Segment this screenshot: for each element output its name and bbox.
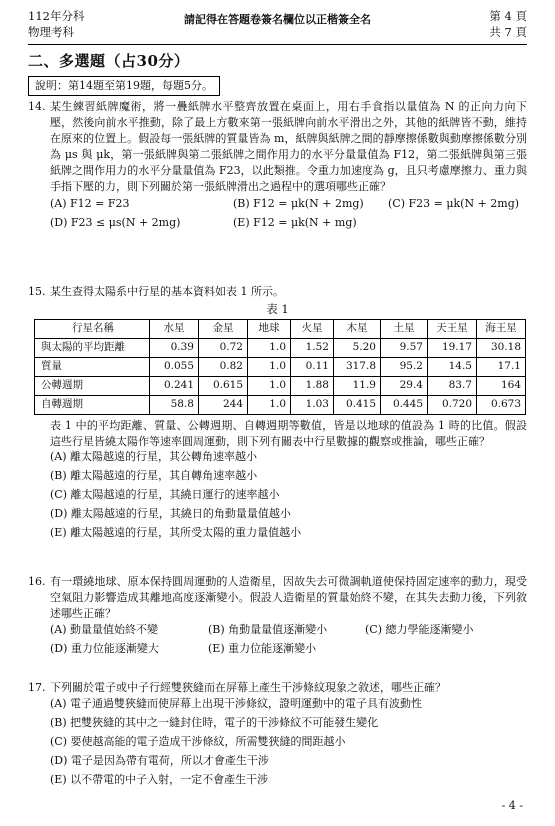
table-cell: 17.1 <box>477 357 526 376</box>
question-16 <box>28 574 527 660</box>
signature-notice: 請記得在答題卷簽名欄位以正楷簽全名 <box>184 13 371 26</box>
options <box>50 696 527 791</box>
header-divider <box>28 44 527 45</box>
table-cell: 164 <box>477 376 526 395</box>
table-header: 天王星 <box>428 319 477 338</box>
options <box>50 449 527 544</box>
option-c[interactable]: (C) 離太陽越遠的行星，其繞日運行的速率越小 <box>50 488 280 502</box>
table-header: 海王星 <box>477 319 526 338</box>
table-cell: 0.39 <box>150 338 199 357</box>
planet-data-table <box>34 319 526 415</box>
table-cell: 11.9 <box>334 376 381 395</box>
table-cell: 19.17 <box>428 338 477 357</box>
page-label: 第 4 頁 <box>489 9 527 23</box>
table-cell: 244 <box>199 395 248 414</box>
table-cell: 1.88 <box>291 376 334 395</box>
table-cell: 95.2 <box>381 357 428 376</box>
table-cell: 0.445 <box>381 395 428 414</box>
option-e[interactable]: (E) 重力位能逐漸變小 <box>208 641 317 655</box>
table-header: 水星 <box>150 319 199 338</box>
table-cell: 14.5 <box>428 357 477 376</box>
table-cell: 自轉週期 <box>35 395 150 414</box>
option-b[interactable]: (B) 離太陽越遠的行星，其自轉角速率越小 <box>50 469 258 483</box>
table-row <box>35 357 526 376</box>
table-header: 火星 <box>291 319 334 338</box>
question-text: 下列關於電子或中子行經雙狹縫而在屏幕上產生干涉條紋現象之敘述，哪些正確？ <box>50 681 446 694</box>
page-counter <box>489 8 527 40</box>
option-a[interactable]: (A) 離太陽越遠的行星，其公轉角速率越小 <box>50 450 258 464</box>
question-number: 17. <box>28 681 46 694</box>
option-e[interactable]: (E) 以不帶電的中子入射，一定不會產生干涉 <box>50 772 269 786</box>
table-row <box>35 338 526 357</box>
option-c[interactable]: (C) 總力學能逐漸變小 <box>365 622 474 636</box>
table-header: 行星名稱 <box>35 319 150 338</box>
option-b[interactable]: (B) 把雙狹縫的其中之一縫封住時，電子的干涉條紋不可能發生變化 <box>50 715 379 729</box>
table-header-row <box>35 319 526 338</box>
table-cell: 1.0 <box>248 338 291 357</box>
question-14 <box>28 99 527 234</box>
table-cell: 9.57 <box>381 338 428 357</box>
option-c[interactable]: (C) 要使越高能的電子造成干涉條紋，所需雙狹縫的間距越小 <box>50 734 346 748</box>
table-cell: 5.20 <box>334 338 381 357</box>
table-header: 土星 <box>381 319 428 338</box>
table-header: 金星 <box>199 319 248 338</box>
question-17 <box>28 680 527 791</box>
option-b[interactable]: (B) F12 = μk(N + 2mg) <box>233 196 364 210</box>
page-number: - 4 - <box>501 799 523 813</box>
table-cell: 1.0 <box>248 395 291 414</box>
exam-year: 112年分科 <box>28 9 85 23</box>
table-row <box>35 395 526 414</box>
table-cell: 0.720 <box>428 395 477 414</box>
table-caption: 表 1 <box>266 301 289 316</box>
table-row <box>35 376 526 395</box>
table-header: 木星 <box>334 319 381 338</box>
table-cell: 質量 <box>35 357 150 376</box>
option-e[interactable]: (E) 離太陽越遠的行星，其所受太陽的重力量值越小 <box>50 526 302 540</box>
section-title: 二、多選題（占30分） <box>28 52 190 70</box>
option-c[interactable]: (C) F23 = μk(N + 2mg) <box>388 196 520 210</box>
option-b[interactable]: (B) 角動量量值逐漸變小 <box>208 622 328 636</box>
total-pages-label: 共 7 頁 <box>489 25 527 39</box>
question-number: 16. <box>28 575 46 588</box>
question-text: 某生練習紙牌魔術，將一疊紙牌水平整齊放置在桌面上，用右手食指以量值為 N 的正向力向下壓，然後向前水平推動，除了最上方數來第一張紙牌向前水平滑出之外，其他的紙牌皆不動，維持在原來的位置上。假設每一張紙牌的質量皆為 m，紙牌與紙牌之間的靜摩擦係數與動摩擦係數分別為 μs 與 μk，第一張紙牌與第二張紙牌之間作用力的水平分量量值為 F12，第二張紙牌與第三張紙牌之間作用力的水平分量量值為 F23，以此類推。令重力加速度為 g，且只考慮摩擦力、重力與手指下壓的力，則下列關於第一張紙牌滑出之過程中的選項哪些正確？ <box>50 100 527 193</box>
table-cell: 0.82 <box>199 357 248 376</box>
table-cell: 83.7 <box>428 376 477 395</box>
table-cell: 0.615 <box>199 376 248 395</box>
page-header <box>28 8 527 40</box>
table-cell: 58.8 <box>150 395 199 414</box>
table-cell: 30.18 <box>477 338 526 357</box>
table-cell: 與太陽的平均距離 <box>35 338 150 357</box>
table-cell: 0.11 <box>291 357 334 376</box>
table-cell: 0.673 <box>477 395 526 414</box>
table-cell: 1.0 <box>248 357 291 376</box>
table-cell: 1.03 <box>291 395 334 414</box>
question-text-continued: 表 1 中的平均距離、質量、公轉週期、自轉週期等數值，皆是以地球的值設為 1 時的比值。假設這些行星皆繞太陽作等速率圓周運動，則下列有關表中行星數據的觀察或推論，哪些正確？ <box>50 418 527 448</box>
option-a[interactable]: (A) 動量量值始終不變 <box>50 622 159 636</box>
table-header: 地球 <box>248 319 291 338</box>
question-number: 14. <box>28 100 46 113</box>
question-text: 有一環繞地球、原本保持圓周運動的人造衛星，因故失去可微調軌道使保持固定速率的動力，現受空氣阻力影響造成其離地高度逐漸變小。假設人造衛星的質量始終不變，在其失去動力後，下列敘述哪些正確？ <box>50 575 527 620</box>
section-instruction: 說明：第14題至第19題，每題5分。 <box>28 76 220 96</box>
options <box>50 622 527 660</box>
option-d[interactable]: (D) 重力位能逐漸變大 <box>50 641 159 655</box>
option-d[interactable]: (D) 離太陽越遠的行星，其繞日的角動量量值越小 <box>50 507 291 521</box>
table-cell: 0.72 <box>199 338 248 357</box>
table-cell: 1.0 <box>248 376 291 395</box>
option-d[interactable]: (D) 電子是因為帶有電荷，所以才會產生干涉 <box>50 753 269 767</box>
table-cell: 0.415 <box>334 395 381 414</box>
table-cell: 29.4 <box>381 376 428 395</box>
option-a[interactable]: (A) 電子通過雙狹縫而使屏幕上出現干涉條紋，證明運動中的電子具有波動性 <box>50 696 423 710</box>
option-d[interactable]: (D) F23 ≤ μs(N + 2mg) <box>50 215 181 229</box>
option-a[interactable]: (A) F12 = F23 <box>50 196 130 210</box>
subject: 物理考科 <box>28 25 74 39</box>
options <box>50 196 527 234</box>
question-15 <box>28 284 527 544</box>
table-cell: 公轉週期 <box>35 376 150 395</box>
table-cell: 317.8 <box>334 357 381 376</box>
table-cell: 0.241 <box>150 376 199 395</box>
table-cell: 1.52 <box>291 338 334 357</box>
question-text: 某生查得太陽系中行星的基本資料如表 1 所示。 <box>50 285 284 298</box>
question-number: 15. <box>28 285 46 298</box>
option-e[interactable]: (E) F12 = μk(N + mg) <box>233 215 357 229</box>
table-cell: 0.055 <box>150 357 199 376</box>
